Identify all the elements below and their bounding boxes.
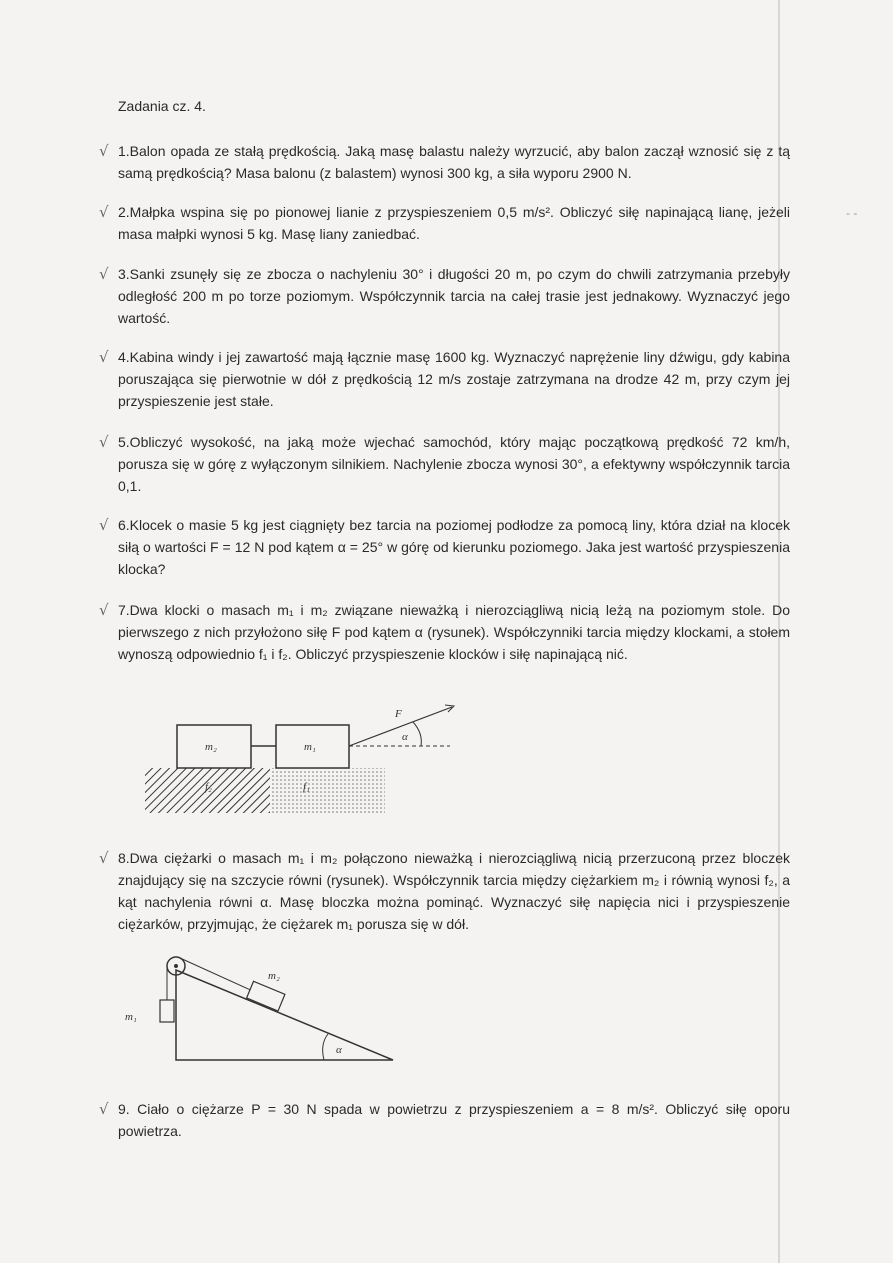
label-m1: m₁ <box>304 741 316 753</box>
pulley-axle <box>174 964 178 968</box>
task-3 <box>99 263 790 329</box>
label-m1: m₁ <box>125 1011 137 1023</box>
label-f2: f₂ <box>205 781 212 793</box>
page-title: Zadania cz. 4. <box>118 98 206 114</box>
task-7 <box>99 599 790 665</box>
task-2 <box>99 201 790 245</box>
check-icon: √ <box>99 849 109 867</box>
check-icon: √ <box>99 265 109 283</box>
label-F: F <box>395 708 402 720</box>
check-icon: √ <box>99 516 109 534</box>
task-4 <box>99 346 790 412</box>
task-text: 8.Dwa ciężarki o masach m₁ i m₂ połączono nieważką i nierozciągliwą nicią przerzuconą przez bloczek znajdujący się na szczycie równi (rysunek). Współczynnik tarcia między ciężarkiem m₂ i równią wynosi f₂, a kąt nachylenia równi α. Masę bloczka można pominąć. Wyznaczyć siłę napięcia nici i przyspieszenie ciężarków, przyjmując, że ciężarek m₁ porusza się w dół. <box>118 850 790 932</box>
check-icon: √ <box>99 1100 109 1118</box>
figure-blocks-on-table <box>140 695 470 815</box>
task-text: 6.Klocek o masie 5 kg jest ciągnięty bez tarcia na poziomej podłodze za pomocą liny, która dział na klocek siłą o wartości F = 12 N pod kątem α = 25° w górę od kierunku poziomego. Jaka jest wartość przyspieszenia klocka? <box>118 517 790 577</box>
label-f1: f₁ <box>303 781 310 793</box>
task-text: 5.Obliczyć wysokość, na jaką może wjechać samochód, który mając początkową prędkość 72 km/h, porusza się w górę z wyłączonym silnikiem. Nachylenie zbocza wynosi 30°, a efektywny współczynnik tarcia 0,1. <box>118 434 790 494</box>
task-text: 7.Dwa klocki o masach m₁ i m₂ związane nieważką i nierozciągliwą nicią leżą na poziomym stole. Do pierwszego z nich przyłożono siłę F pod kątem α (rysunek). Współczynniki tarcia między klockami, a stołem wynoszą odpowiednio f₁ i f₂. Obliczyć przyspieszenie klocków i siłę napinającą nić. <box>118 602 790 662</box>
task-text: 1.Balon opada ze stałą prędkością. Jaką masę balastu należy wyrzucić, aby balon zaczął wznosić się z tą samą prędkością? Masa balonu (z balastem) wynosi 300 kg, a siła wyporu 2900 N. <box>118 143 790 181</box>
task-text: 9. Ciało o ciężarze P = 30 N spada w powietrzu z przyspieszeniem a = 8 m/s². Obliczyć siłę oporu powietrza. <box>118 1101 790 1139</box>
task-text: 3.Sanki zsunęły się ze zbocza o nachyleniu 30° i długości 20 m, po czym do chwili zatrzymania przebyły odległość 200 m po torze poziomym. Współczynnik tarcia na całej trasie jest jednakowy. Wyznaczyć jego wartość. <box>118 266 790 326</box>
task-1 <box>99 140 790 184</box>
check-icon: √ <box>99 601 109 619</box>
task-6 <box>99 514 790 580</box>
inclined-plane <box>176 970 393 1060</box>
weight-m2 <box>247 981 285 1011</box>
weight-m1 <box>160 1000 174 1022</box>
angle-arc <box>413 722 421 746</box>
task-text: 4.Kabina windy i jej zawartość mają łącznie masę 1600 kg. Wyznaczyć naprężenie liny dźwigu, gdy kabina poruszająca się pierwotnie w dół z prędkością 12 m/s zostaje zatrzymana na drodze 42 m, przy czym jej przyspieszenie jest stałe. <box>118 349 790 409</box>
label-m2: m₂ <box>268 970 280 982</box>
margin-mark: - - <box>846 206 858 220</box>
angle-arc <box>323 1034 328 1060</box>
table-surface-right <box>270 768 385 813</box>
check-icon: √ <box>99 203 109 221</box>
label-alpha: α <box>336 1044 342 1056</box>
check-icon: √ <box>99 142 109 160</box>
check-icon: √ <box>99 433 109 451</box>
task-9 <box>99 1098 790 1142</box>
figure-inclined-plane <box>110 952 410 1067</box>
task-5 <box>99 431 790 497</box>
check-icon: √ <box>99 348 109 366</box>
task-text: 2.Małpka wspina się po pionowej lianie z przyspieszeniem 0,5 m/s². Obliczyć siłę napinającą lianę, jeżeli masa małpki wynosi 5 kg. Masę liany zaniedbać. <box>118 204 790 242</box>
label-alpha: α <box>402 731 408 743</box>
label-m2: m₂ <box>205 741 217 753</box>
task-8 <box>99 847 790 935</box>
